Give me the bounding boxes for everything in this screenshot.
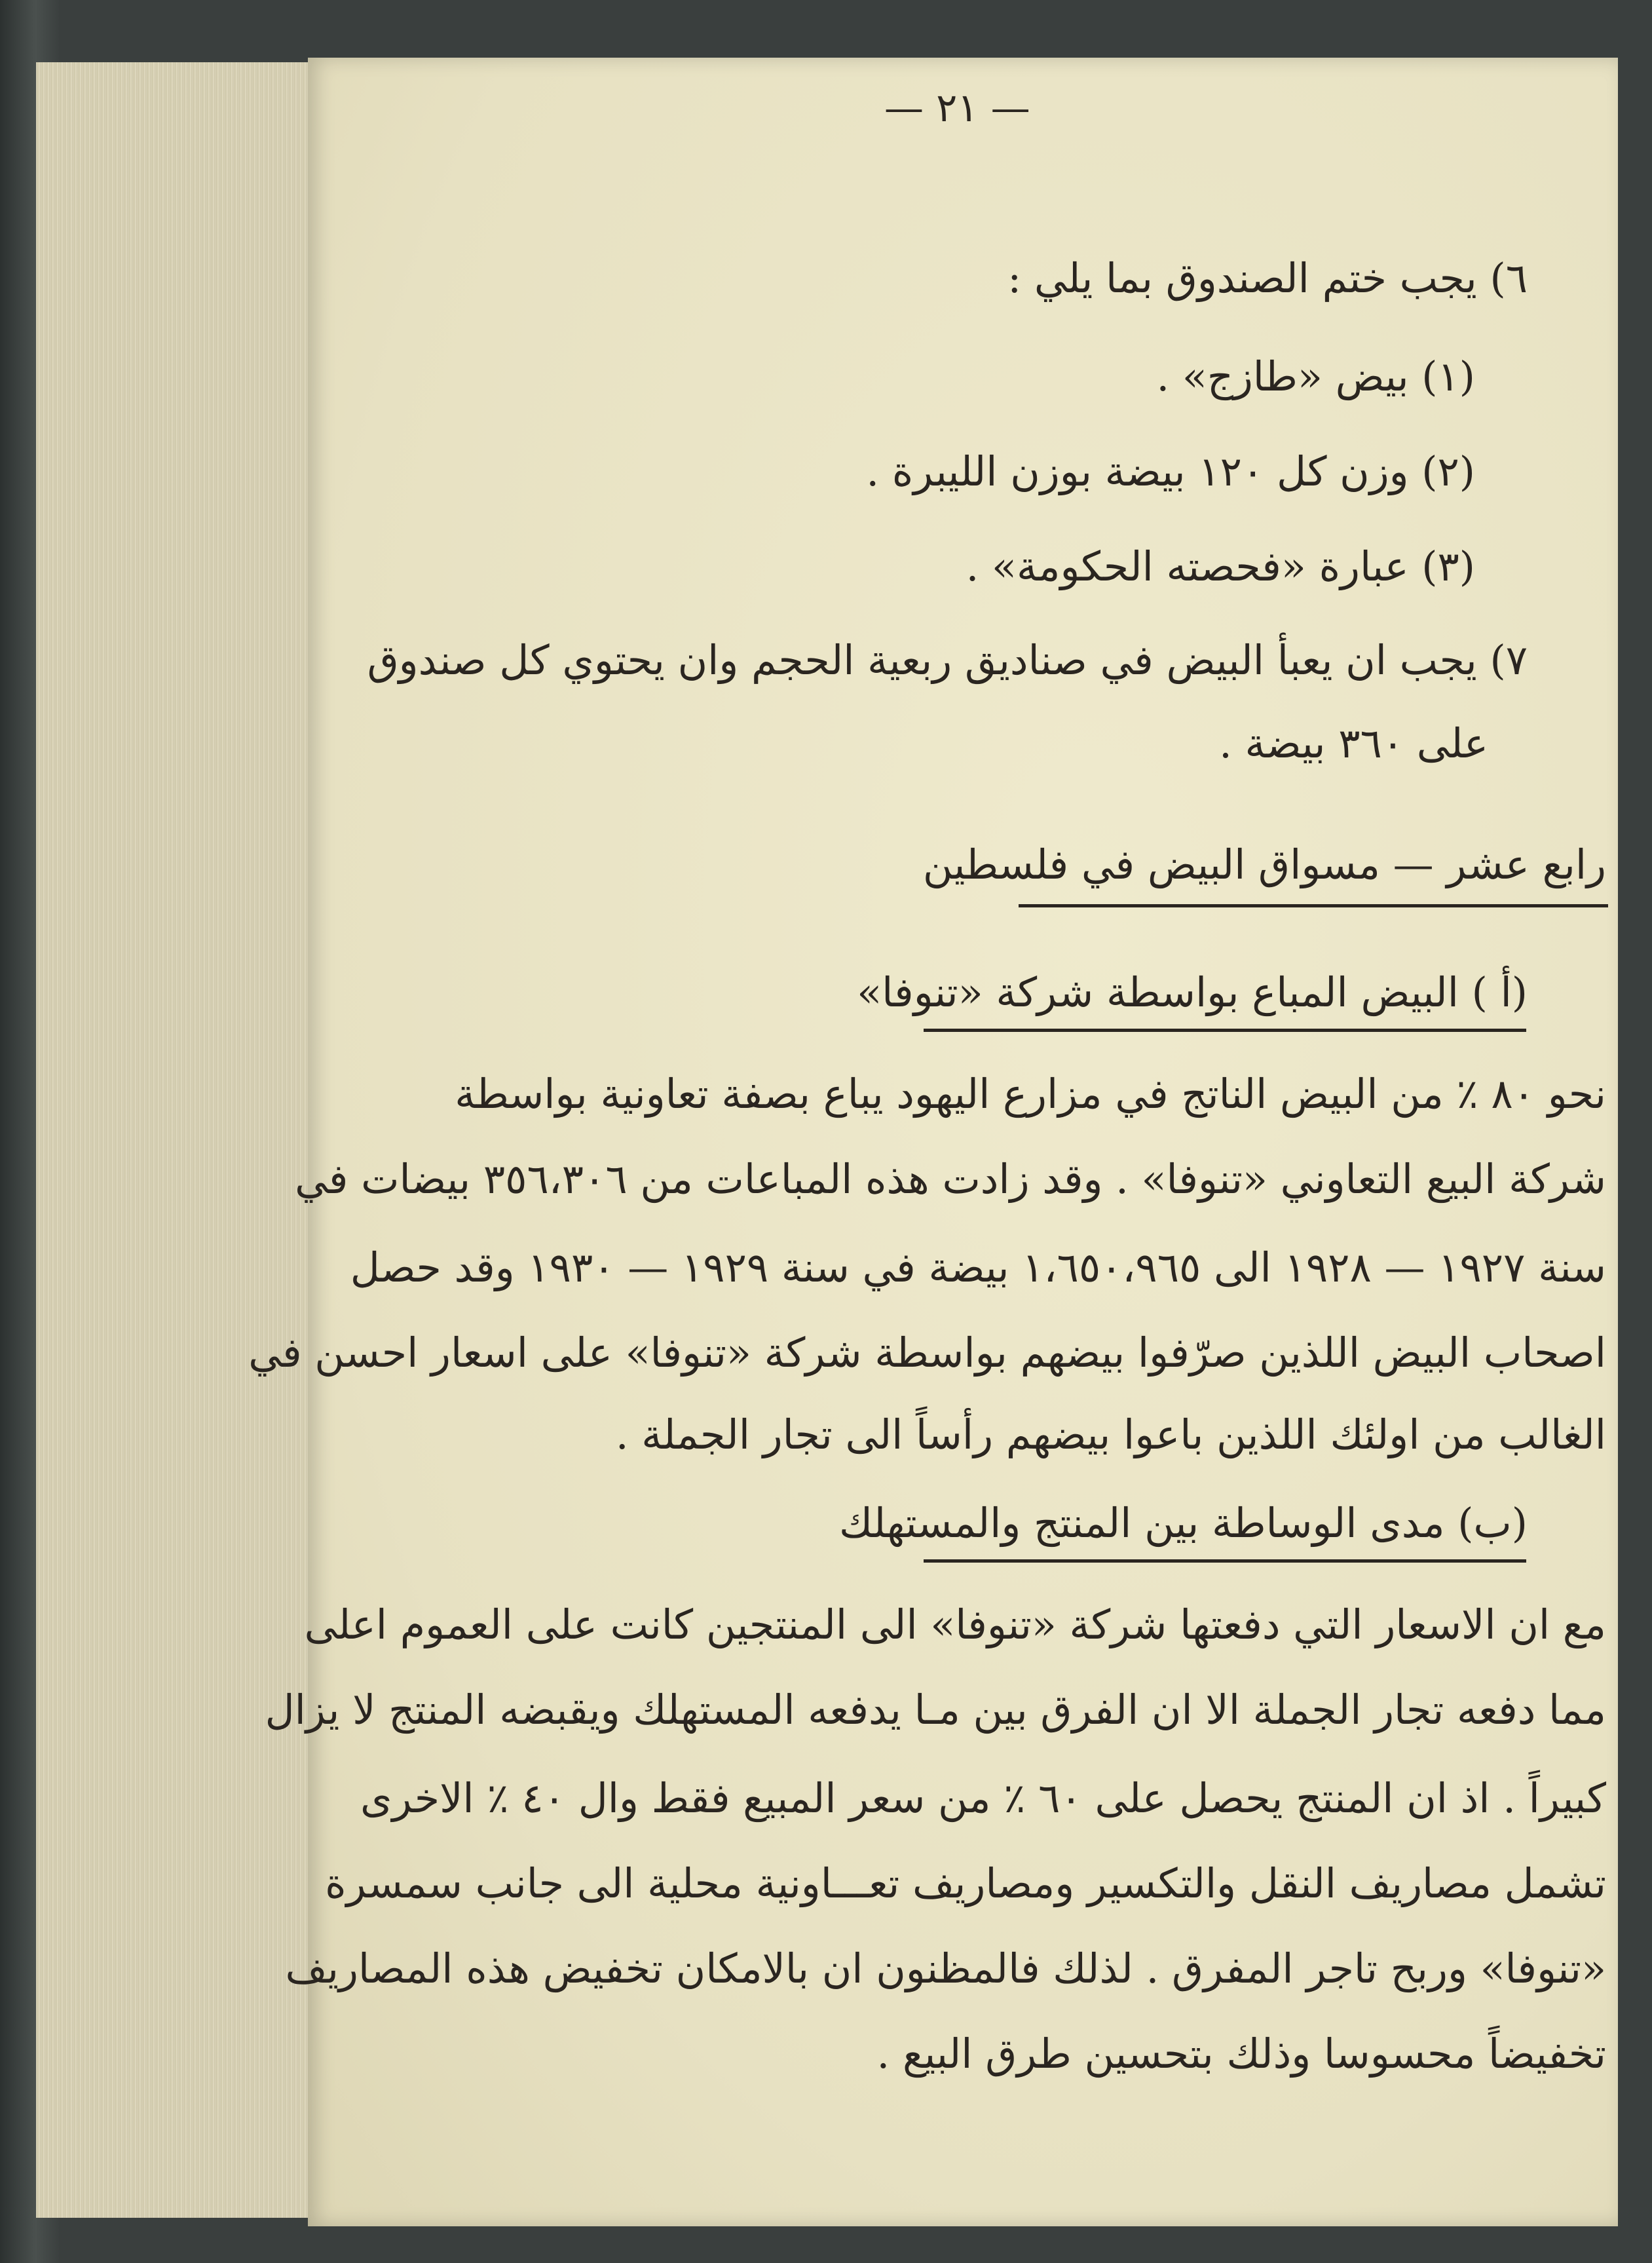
para-b-line-5: «تنوفا» وربح تاجر المفرق . لذلك فالمظنون ان بالامكان تخفيض هذه المصاريف xyxy=(285,1945,1606,1992)
page-edges xyxy=(36,62,314,2218)
para-b-line-2: مما دفعه تجار الجملة الا ان الفرق بين مـا يدفعه المستهلك ويقبضه المنتج لا يزال xyxy=(265,1686,1606,1734)
para-b-line-3: كبيراً . اذ ان المنتج يحصل على ٦٠ ٪ من سعر المبيع فقط وال ٤٠ ٪ الاخرى xyxy=(360,1774,1606,1822)
para-a-line-4: اصحاب البيض اللذين صرّفوا بيضهم بواسطة شركة «تنوفا» على اسعار احسن في xyxy=(248,1329,1606,1377)
page-number: — ٢١ — xyxy=(884,85,1030,131)
para-b-line-4: تشمل مصاريف النقل والتكسير ومصاريف تعـــاونية محلية الى جانب سمسرة xyxy=(325,1859,1606,1907)
item-7: ٧) يجب ان يعبأ البيض في صناديق ربعية الحجم وان يحتوي كل صندوق xyxy=(367,636,1528,684)
para-a-line-2: شركة البيع التعاوني «تنوفا» . وقد زادت هذه المباعات من ٣٥٦،٣٠٦ بيضات في xyxy=(295,1155,1606,1203)
section-heading: رابع عشر — مسواق البيض في فلسطين xyxy=(922,841,1606,888)
item-6-2: (٢) وزن كل ١٢٠ بيضة بوزن الليبرة . xyxy=(866,447,1475,495)
subheading-a: (أ ) البيض المباع بواسطة شركة «تنوفا» xyxy=(857,968,1528,1016)
para-a-line-5: الغالب من اولئك اللذين باعوا بيضهم رأساً الى تجار الجملة . xyxy=(615,1411,1606,1458)
para-a-line-3: سنة ١٩٢٧ — ١٩٢٨ الى ١،٦٥٠،٩٦٥ بيضة في سنة ١٩٢٩ — ١٩٣٠ وقد حصل xyxy=(350,1244,1606,1291)
item-6-1: (١) بيض «طازج» . xyxy=(1156,352,1475,400)
item-6-3: (٣) عبارة «فحصته الحكومة» . xyxy=(966,542,1475,590)
para-a-line-1: نحو ٨٠ ٪ من البيض الناتج في مزارع اليهود يباع بصفة تعاونية بواسطة xyxy=(455,1070,1606,1118)
item-6: ٦) يجب ختم الصندوق بما يلي : xyxy=(1007,254,1528,302)
para-b-line-6: تخفيضاً محسوسا وذلك بتحسين طرق البيع . xyxy=(876,2030,1606,2078)
subheading-a-underline xyxy=(924,1029,1526,1032)
subheading-b: (ب) مدى الوساطة بين المنتج والمستهلك xyxy=(839,1499,1528,1547)
para-b-line-1: مع ان الاسعار التي دفعتها شركة «تنوفا» الى المنتجين كانت على العموم اعلى xyxy=(304,1601,1606,1648)
section-heading-underline xyxy=(1019,904,1608,907)
subheading-b-underline xyxy=(924,1559,1526,1563)
item-7-cont: على ٣٦٠ بيضة . xyxy=(1219,719,1488,767)
